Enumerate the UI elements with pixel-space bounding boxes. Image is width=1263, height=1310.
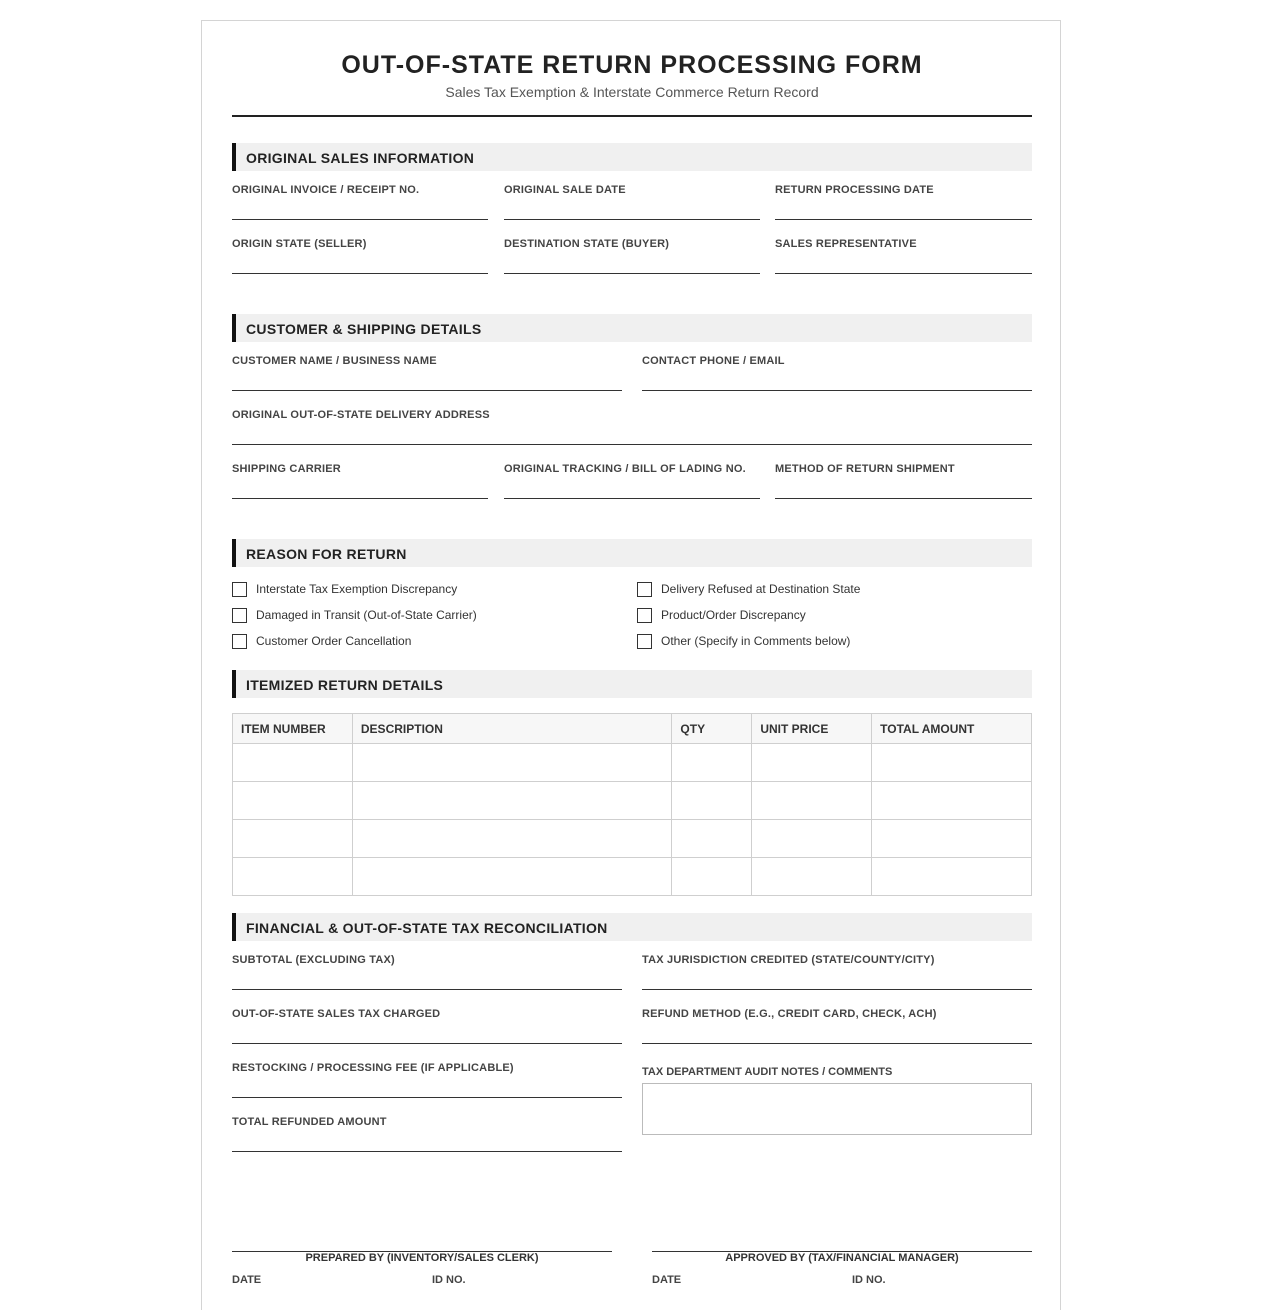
checkbox-label: Damaged in Transit (Out-of-State Carrier) (256, 608, 477, 622)
checkbox-label: Interstate Tax Exemption Discrepancy (256, 582, 458, 596)
column-header: DESCRIPTION (352, 714, 672, 744)
restocking-fee-field[interactable] (232, 1062, 622, 1100)
field-label: OUT-OF-STATE SALES TAX CHARGED (232, 1008, 441, 1020)
table-cell[interactable] (872, 820, 1032, 858)
table-cell[interactable] (352, 858, 672, 896)
invoice-field[interactable] (232, 184, 488, 222)
origin-state-field[interactable] (232, 238, 488, 276)
delivery-address-field[interactable] (232, 409, 1032, 447)
signature-caption: APPROVED BY (TAX/FINANCIAL MANAGER) (725, 1252, 959, 1264)
checkbox-label: Customer Order Cancellation (256, 634, 412, 648)
checkbox-box[interactable] (232, 582, 247, 597)
table-cell[interactable] (752, 820, 872, 858)
field-label: CONTACT PHONE / EMAIL (642, 355, 785, 367)
return-date-input[interactable] (775, 200, 1032, 218)
column-header: QTY (672, 714, 752, 744)
section-header-original-sales (232, 143, 1032, 171)
subtotal-field[interactable] (232, 954, 622, 992)
field-underline (504, 219, 760, 220)
field-underline (232, 1097, 622, 1098)
checkbox-box[interactable] (637, 582, 652, 597)
column-header: ITEM NUMBER (233, 714, 353, 744)
field-label: ORIGINAL SALE DATE (504, 184, 626, 196)
field-underline (232, 989, 622, 990)
section-title: CUSTOMER & SHIPPING DETAILS (246, 321, 482, 337)
field-label: SUBTOTAL (EXCLUDING TAX) (232, 954, 395, 966)
audit-notes-label: TAX DEPARTMENT AUDIT NOTES / COMMENTS (642, 1066, 893, 1078)
checkbox-box[interactable] (232, 634, 247, 649)
destination-state-input[interactable] (504, 254, 760, 272)
table-header-row (233, 714, 1032, 744)
field-label: DESTINATION STATE (BUYER) (504, 238, 670, 250)
checkbox-box[interactable] (637, 608, 652, 623)
table-cell[interactable] (233, 782, 353, 820)
table-cell[interactable] (872, 782, 1032, 820)
table-cell[interactable] (672, 782, 752, 820)
itemized-table (232, 713, 1032, 896)
field-underline (504, 498, 760, 499)
table-cell[interactable] (233, 820, 353, 858)
table-cell[interactable] (672, 744, 752, 782)
audit-notes-textarea[interactable] (643, 1084, 1031, 1134)
table-cell[interactable] (752, 782, 872, 820)
sale-date-field[interactable] (504, 184, 760, 222)
field-label: METHOD OF RETURN SHIPMENT (775, 463, 955, 475)
sale-date-input[interactable] (504, 200, 760, 218)
column-header: UNIT PRICE (752, 714, 872, 744)
refund-method-input[interactable] (642, 1024, 1032, 1042)
field-label: CUSTOMER NAME / BUSINESS NAME (232, 355, 437, 367)
table-row (233, 858, 1032, 896)
delivery-address-input[interactable] (232, 425, 1032, 443)
table-cell[interactable] (352, 782, 672, 820)
field-label: TOTAL REFUNDED AMOUNT (232, 1116, 387, 1128)
subtotal-input[interactable] (232, 970, 622, 988)
tax-charged-input[interactable] (232, 1024, 622, 1042)
table-cell[interactable] (752, 858, 872, 896)
table-cell[interactable] (872, 858, 1032, 896)
field-label: ORIGIN STATE (SELLER) (232, 238, 367, 250)
field-underline (775, 219, 1032, 220)
field-underline (232, 498, 488, 499)
table-cell[interactable] (233, 744, 353, 782)
destination-state-field[interactable] (504, 238, 760, 276)
column-header: TOTAL AMOUNT (872, 714, 1032, 744)
form-title: OUT-OF-STATE RETURN PROCESSING FORM (341, 51, 923, 79)
carrier-input[interactable] (232, 479, 488, 497)
table-cell[interactable] (352, 820, 672, 858)
field-underline (504, 273, 760, 274)
field-label: SALES REPRESENTATIVE (775, 238, 917, 250)
prepared-date-label: DATE (232, 1274, 262, 1286)
section-title: ITEMIZED RETURN DETAILS (246, 677, 444, 693)
form-subtitle: Sales Tax Exemption & Interstate Commerce Return Record (445, 84, 819, 100)
table-row (233, 820, 1032, 858)
field-label: ORIGINAL OUT-OF-STATE DELIVERY ADDRESS (232, 409, 490, 421)
field-label: ORIGINAL TRACKING / BILL OF LADING NO. (504, 463, 746, 475)
field-label: ORIGINAL INVOICE / RECEIPT NO. (232, 184, 420, 196)
section-header-reason (232, 539, 1032, 567)
table-cell[interactable] (872, 744, 1032, 782)
field-underline (232, 444, 1032, 445)
return-method-field[interactable] (775, 463, 1032, 501)
table-cell[interactable] (233, 858, 353, 896)
sales-rep-input[interactable] (775, 254, 1032, 272)
section-header-itemized (232, 670, 1032, 698)
return-date-field[interactable] (775, 184, 1032, 222)
field-underline (642, 390, 1032, 391)
contact-field[interactable] (642, 355, 1032, 393)
field-underline (642, 989, 1032, 990)
form-page (201, 20, 1061, 1310)
approved-date-label: DATE (652, 1274, 682, 1286)
checkbox-label: Product/Order Discrepancy (661, 608, 806, 622)
refund-method-field[interactable] (642, 1008, 1032, 1046)
table-cell[interactable] (352, 744, 672, 782)
table-row (233, 782, 1032, 820)
restocking-fee-input[interactable] (232, 1078, 622, 1096)
tracking-field[interactable] (504, 463, 760, 501)
field-underline (642, 1043, 1032, 1044)
table-row (233, 744, 1032, 782)
approved-id-label: ID NO. (852, 1274, 886, 1286)
prepared-id-label: ID NO. (432, 1274, 466, 1286)
signature-caption: PREPARED BY (INVENTORY/SALES CLERK) (305, 1252, 539, 1264)
section-title: REASON FOR RETURN (246, 546, 407, 562)
section-header-customer-shipping (232, 314, 1032, 342)
field-underline (232, 273, 488, 274)
table-cell[interactable] (672, 820, 752, 858)
field-label: SHIPPING CARRIER (232, 463, 341, 475)
return-method-input[interactable] (775, 479, 1032, 497)
audit-notes-box[interactable] (642, 1083, 1032, 1135)
origin-state-input[interactable] (232, 254, 488, 272)
contact-input[interactable] (642, 371, 1032, 389)
section-title: FINANCIAL & OUT-OF-STATE TAX RECONCILIATION (246, 920, 608, 936)
field-label: RETURN PROCESSING DATE (775, 184, 934, 196)
table-cell[interactable] (672, 858, 752, 896)
customer-name-input[interactable] (232, 371, 622, 389)
customer-name-field[interactable] (232, 355, 622, 393)
checkbox-box[interactable] (637, 634, 652, 649)
table-cell[interactable] (752, 744, 872, 782)
tax-charged-field[interactable] (232, 1008, 622, 1046)
title-divider (232, 115, 1032, 117)
total-refunded-input[interactable] (232, 1132, 622, 1150)
section-title: ORIGINAL SALES INFORMATION (246, 150, 475, 166)
tracking-input[interactable] (504, 479, 760, 497)
field-underline (232, 219, 488, 220)
field-underline (232, 390, 622, 391)
field-underline (232, 1151, 622, 1152)
section-header-financial (232, 913, 1032, 941)
sales-rep-field[interactable] (775, 238, 1032, 276)
carrier-field[interactable] (232, 463, 488, 501)
field-underline (775, 273, 1032, 274)
field-underline (775, 498, 1032, 499)
jurisdiction-input[interactable] (642, 970, 1032, 988)
total-refunded-field[interactable] (232, 1116, 622, 1154)
jurisdiction-field[interactable] (642, 954, 1032, 992)
checkbox-box[interactable] (232, 608, 247, 623)
field-underline (232, 1043, 622, 1044)
checkbox-label: Delivery Refused at Destination State (661, 582, 861, 596)
field-label: TAX JURISDICTION CREDITED (STATE/COUNTY/CITY) (642, 954, 935, 966)
field-label: REFUND METHOD (E.G., CREDIT CARD, CHECK, ACH) (642, 1008, 937, 1020)
field-label: RESTOCKING / PROCESSING FEE (IF APPLICABLE) (232, 1062, 514, 1074)
checkbox-label: Other (Specify in Comments below) (661, 634, 851, 648)
invoice-input[interactable] (232, 200, 488, 218)
